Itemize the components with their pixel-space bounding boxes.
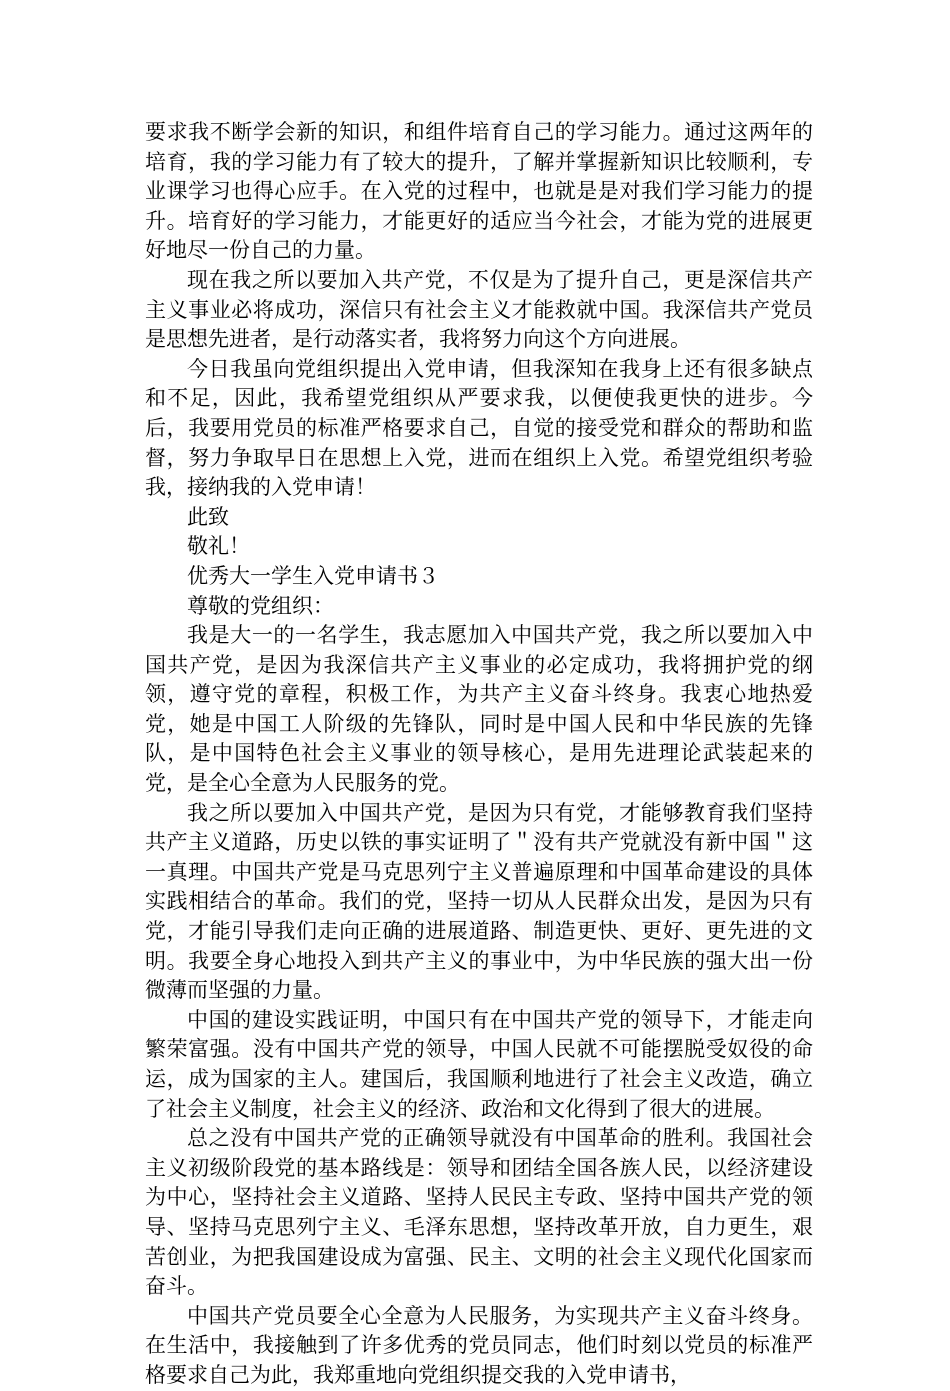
paragraph-shortcomings: 今日我虽向党组织提出入党申请，但我深知在我身上还有很多缺点和不足，因此，我希望党组织从严要求我，以便使我更快的进步。今后，我要用党员的标准严格要求自己，自觉的接受党和群众的帮助和监督，努力争取早日在思想上入党，进而在组织上入党。希望党组织考验我，接纳我的入党申请！ (145, 356, 813, 500)
closing-regards: 敬礼！ (187, 534, 250, 559)
paragraph-why-join: 我之所以要加入中国共产党，是因为只有党，才能够教育我们坚持共产主义道路，历史以铁的事实证明了＂没有共产党就没有新中国＂这一真理。中国共产党是马克思列宁主义普遍原理和中国革命建设的具体实践相结合的革命。我们的党，坚持一切从人民群众出发，是因为只有党，才能引导我们走向正确的进展道路、制造更快、更好、更先进的文明。我要全身心地投入到共产主义的事业中，为中华民族的强大出一份微薄而坚强的力量。 (145, 800, 813, 1003)
paragraph-join-reason: 现在我之所以要加入共产党，不仅是为了提升自己，更是深信共产主义事业必将成功，深信只有社会主义才能救就中国。我深信共产党员是思想先进者，是行动落实者，我将努力向这个方向进展。 (145, 267, 813, 352)
paragraph-basic-line: 总之没有中国共产党的正确领导就没有中国革命的胜利。我国社会主义初级阶段党的基本路线是：领导和团结全国各族人民，以经济建设为中心，坚持社会主义道路、坚持人民民主专政、坚持中国共产党的领导、坚持马克思列宁主义、毛泽东思想，坚持改革开放，自力更生，艰苦创业，为把我国建设成为富强、民主、文明的社会主义现代化国家而奋斗。 (145, 1126, 813, 1299)
greeting: 尊敬的党组织： (187, 593, 334, 618)
paragraph-introduction: 我是大一的一名学生，我志愿加入中国共产党，我之所以要加入中国共产党，是因为我深信共产主义事业的必定成功，我将拥护党的纲领，遵守党的章程，积极工作，为共产主义奋斗终身。我衷心地热爱党，她是中国工人阶级的先锋队，同时是中国人民和中华民族的先锋队，是中国特色社会主义事业的领导核心，是用先进理论武装起来的党，是全心全意为人民服务的党。 (145, 623, 813, 796)
closing-salutation: 此致 (187, 504, 229, 529)
paragraph-learning-ability: 要求我不断学会新的知识，和组件培育自己的学习能力。通过这两年的培育，我的学习能力有了较大的提升，了解并掌握新知识比较顺利，专业课学习也得心应手。在入党的过程中，也就是是对我们学习能力的提升。培育好的学习能力，才能更好的适应当今社会，才能为党的进展更好地尽一份自己的力量。 (145, 120, 813, 263)
section-title: 优秀大一学生入党申请书３ (187, 563, 439, 588)
paragraph-construction-practice: 中国的建设实践证明，中国只有在中国共产党的领导下，才能走向繁荣富强。没有中国共产党的领导，中国人民就不可能摆脱受奴役的命运，成为国家的主人。建国后，我国顺利地进行了社会主义改造，确立了社会主义制度，社会主义的经济、政治和文化得到了很大的进展。 (145, 1007, 813, 1121)
paragraph-serve-people: 中国共产党员要全心全意为人民服务，为实现共产主义奋斗终身。在生活中，我接触到了许多优秀的党员同志，他们时刻以党员的标准严格要求自己为此，我郑重地向党组织提交我的入党申请书， (145, 1303, 813, 1387)
document-body (145, 118, 813, 1391)
